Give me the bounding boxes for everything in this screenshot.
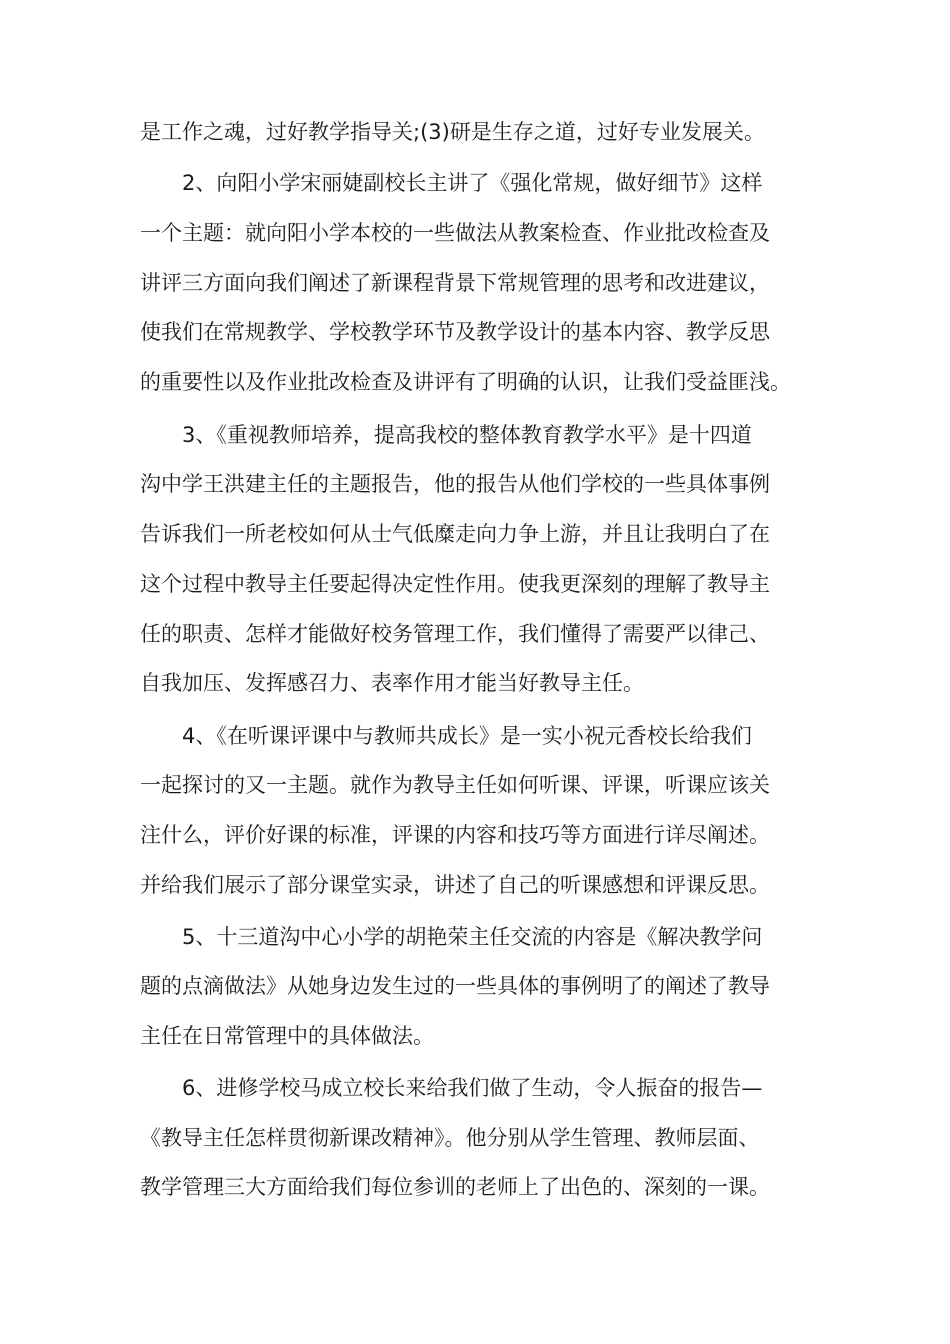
text-line: 《教导主任怎样贯彻新课改精神》。他分别从学生管理、教师层面、 [140,1126,760,1150]
text-line: 题的点滴做法》从她身边发生过的一些具体的事例明了的阐述了教导 [140,974,770,998]
text-line: 的重要性以及作业批改检查及讲评有了明确的认识，让我们受益匪浅。 [140,370,791,394]
text-line: 告诉我们一所老校如何从士气低糜走向力争上游，并且让我明白了在 [140,522,770,546]
text-line: 5、十三道沟中心小学的胡艳荣主任交流的内容是《解决教学问 [182,925,763,949]
text-line: 教学管理三大方面给我们每位参训的老师上了出色的、深刻的一课。 [140,1175,770,1199]
text-line: 一起探讨的又一主题。就作为教导主任如何听课、评课，听课应该关 [140,773,770,797]
text-line: 是工作之魂，过好教学指导关;(3)研是生存之道，过好专业发展关。 [140,120,765,144]
text-line: 4、《在听课评课中与教师共成长》是一实小祝元香校长给我们 [182,724,752,748]
text-line: 一个主题：就向阳小学本校的一些做法从教案检查、作业批改检查及 [140,221,770,245]
text-line: 自我加压、发挥感召力、表率作用才能当好教导主任。 [140,671,644,695]
text-line: 3、《重视教师培养，提高我校的整体教育教学水平》是十四道 [182,423,752,447]
text-line: 使我们在常规教学、学校教学环节及教学设计的基本内容、教学反思 [140,320,770,344]
text-line: 注什么，评价好课的标准，评课的内容和技巧等方面进行详尽阐述。 [140,823,770,847]
text-line: 沟中学王洪建主任的主题报告，他的报告从他们学校的一些具体事例 [140,472,770,496]
text-line: 讲评三方面向我们阐述了新课程背景下常规管理的思考和改进建议， [140,271,770,295]
text-line: 主任在日常管理中的具体做法。 [140,1024,434,1048]
text-line: 2、向阳小学宋丽婕副校长主讲了《强化常规，做好细节》这样 [182,171,763,195]
text-line: 任的职责、怎样才能做好校务管理工作，我们懂得了需要严以律己、 [140,622,770,646]
text-line: 并给我们展示了部分课堂实录，讲述了自己的听课感想和评课反思。 [140,873,770,897]
text-line: 6、进修学校马成立校长来给我们做了生动，令人振奋的报告— [182,1076,763,1100]
text-line: 这个过程中教导主任要起得决定性作用。使我更深刻的理解了教导主 [140,572,770,596]
